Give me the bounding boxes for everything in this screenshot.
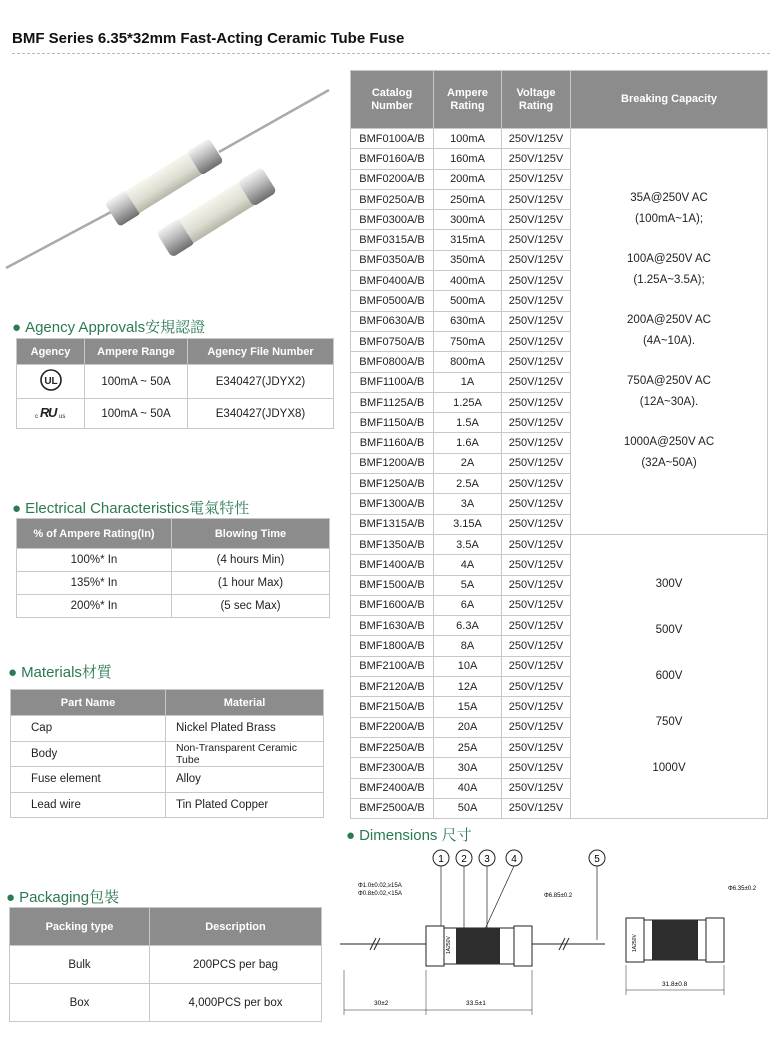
table-cell: 400mA: [434, 271, 502, 291]
materials-col-header: Material: [166, 690, 324, 716]
table-cell: BMF0500A/B: [351, 291, 434, 311]
table-cell: 8A: [434, 636, 502, 656]
svg-text:c: c: [34, 414, 38, 420]
breaking-capacity-line: (32A~50A): [641, 457, 697, 470]
table-cell: 50A: [434, 798, 502, 818]
table-cell: BMF2400A/B: [351, 778, 434, 798]
table-cell: BMF2100A/B: [351, 656, 434, 676]
table-cell: 250V/125V: [502, 778, 571, 798]
table-row: Bulk 200PCS per bag: [10, 946, 322, 984]
materials-heading: ● Materials材質: [8, 664, 112, 681]
table-cell: 1.25A: [434, 392, 502, 412]
catalog-col-header: Catalog Number: [351, 71, 434, 129]
table-cell: 250V/125V: [502, 189, 571, 209]
table-cell: 250V/125V: [502, 129, 571, 149]
breaking-capacity-cell: [571, 129, 768, 535]
svg-text:us: us: [58, 414, 65, 420]
callout-3: [479, 850, 495, 866]
table-cell: BMF1100A/B: [351, 372, 434, 392]
table-cell: 250V/125V: [502, 250, 571, 270]
materials-col-header: Part Name: [11, 690, 166, 716]
breaking-capacity-line: (1.25A~3.5A);: [633, 274, 705, 287]
catalog-col-header: Breaking Capacity: [571, 71, 768, 129]
agency-heading: ● Agency Approvals安規認證: [12, 319, 206, 336]
table-row: 100%* In (4 hours Min): [17, 549, 330, 572]
table-cell: BMF0400A/B: [351, 271, 434, 291]
electrical-col-header: % of Ampere Rating(In): [17, 519, 172, 549]
table-cell: BMF1600A/B: [351, 595, 434, 615]
table-cell: BMF0100A/B: [351, 129, 434, 149]
table-cell: 1.5A: [434, 413, 502, 433]
table-cell: 250V/125V: [502, 494, 571, 514]
table-cell: 800mA: [434, 352, 502, 372]
curus-logo: [17, 399, 85, 429]
callout-2: [456, 850, 472, 866]
table-cell: 40A: [434, 778, 502, 798]
table-cell: 250V/125V: [502, 210, 571, 230]
voltage-list-cell: [571, 534, 768, 818]
table-cell: 250V/125V: [502, 534, 571, 554]
table-row: 200%* In (5 sec Max): [17, 595, 330, 618]
table-cell: 250V/125V: [502, 311, 571, 331]
voltage-line: 500V: [655, 624, 683, 637]
table-row: UL 100mA ~ 50A E340427(JDYX2): [17, 365, 334, 399]
callout-4: [506, 850, 522, 866]
electrical-col-header: Blowing Time: [172, 519, 330, 549]
table-cell: 315mA: [434, 230, 502, 250]
table-row: [351, 129, 768, 149]
svg-text:Φ1.0±0.02,≥15A: Φ1.0±0.02,≥15A: [358, 883, 402, 889]
table-row: Body Non-Transparent Ceramic Tube: [11, 741, 324, 767]
table-cell: 3.15A: [434, 514, 502, 534]
catalog-table: [350, 70, 768, 819]
table-cell: 250V/125V: [502, 331, 571, 351]
svg-text:1A250V: 1A250V: [632, 934, 638, 952]
curus-mark-icon: [34, 403, 68, 421]
breaking-capacity-line: (4A~10A).: [642, 335, 696, 348]
table-cell: 3A: [434, 494, 502, 514]
table-cell: BMF0350A/B: [351, 250, 434, 270]
table-cell: 300mA: [434, 210, 502, 230]
table-cell: 250V/125V: [502, 453, 571, 473]
svg-text:5: 5: [594, 854, 600, 865]
table-cell: BMF0750A/B: [351, 331, 434, 351]
catalog-col-header: Ampere Rating: [434, 71, 502, 129]
table-cell: 12A: [434, 677, 502, 697]
table-cell: BMF0300A/B: [351, 210, 434, 230]
packaging-table: [9, 907, 322, 1022]
table-cell: 6.3A: [434, 616, 502, 636]
table-cell: 250V/125V: [502, 514, 571, 534]
table-cell: 250V/125V: [502, 737, 571, 757]
svg-text:UL: UL: [43, 376, 58, 387]
svg-text:30±2: 30±2: [374, 1000, 389, 1007]
table-cell: BMF2120A/B: [351, 677, 434, 697]
table-cell: BMF1315A/B: [351, 514, 434, 534]
agency-table: [16, 338, 334, 429]
ul-logo: [17, 365, 85, 399]
table-cell: 250V/125V: [502, 169, 571, 189]
table-cell: BMF1400A/B: [351, 555, 434, 575]
packaging-heading: ● Packaging包裝: [6, 889, 120, 906]
svg-text:33.5±1: 33.5±1: [466, 1000, 486, 1007]
breaking-capacity-line: (12A~30A).: [639, 396, 699, 409]
table-cell: 250V/125V: [502, 392, 571, 412]
table-cell: BMF2250A/B: [351, 737, 434, 757]
table-cell: BMF1200A/B: [351, 453, 434, 473]
table-cell: BMF1800A/B: [351, 636, 434, 656]
table-cell: 160mA: [434, 149, 502, 169]
table-cell: 250V/125V: [502, 595, 571, 615]
svg-text:1A250V: 1A250V: [446, 936, 452, 954]
table-cell: 1A: [434, 372, 502, 392]
table-cell: 250V/125V: [502, 798, 571, 818]
breaking-capacity-line: 200A@250V AC: [627, 314, 711, 327]
table-cell: BMF1300A/B: [351, 494, 434, 514]
table-cell: BMF1150A/B: [351, 413, 434, 433]
table-cell: BMF1500A/B: [351, 575, 434, 595]
table-cell: BMF0160A/B: [351, 149, 434, 169]
breaking-capacity-line: 100A@250V AC: [627, 253, 711, 266]
table-cell: 250V/125V: [502, 271, 571, 291]
table-cell: 250V/125V: [502, 291, 571, 311]
table-row: c R U us 100mA ~ 50A E340427(JDYX8): [17, 399, 334, 429]
table-cell: BMF1350A/B: [351, 534, 434, 554]
table-cell: 20A: [434, 717, 502, 737]
table-cell: BMF1630A/B: [351, 616, 434, 636]
table-cell: 250V/125V: [502, 555, 571, 575]
table-cell: BMF0630A/B: [351, 311, 434, 331]
agency-col-header: Agency: [17, 339, 85, 365]
table-cell: 30A: [434, 758, 502, 778]
table-cell: 250V/125V: [502, 433, 571, 453]
dimensions-heading: ● Dimensions 尺寸: [346, 827, 472, 844]
voltage-line: 750V: [655, 716, 683, 729]
table-cell: 250V/125V: [502, 758, 571, 778]
table-cell: BMF0800A/B: [351, 352, 434, 372]
table-cell: 250V/125V: [502, 230, 571, 250]
table-cell: 750mA: [434, 331, 502, 351]
materials-table: [10, 689, 324, 818]
table-row: Box 4,000PCS per box: [10, 984, 322, 1022]
table-cell: 200mA: [434, 169, 502, 189]
svg-text:4: 4: [511, 854, 517, 865]
table-cell: 500mA: [434, 291, 502, 311]
table-cell: 250V/125V: [502, 352, 571, 372]
table-cell: BMF1160A/B: [351, 433, 434, 453]
table-cell: 1.6A: [434, 433, 502, 453]
svg-text:Φ6.85±0.2: Φ6.85±0.2: [544, 893, 573, 899]
svg-text:1: 1: [438, 854, 444, 865]
title-divider: [12, 53, 770, 54]
packaging-col-header: Description: [150, 908, 322, 946]
packaging-col-header: Packing type: [10, 908, 150, 946]
table-cell: 350mA: [434, 250, 502, 270]
table-cell: BMF1250A/B: [351, 474, 434, 494]
table-cell: 250V/125V: [502, 413, 571, 433]
svg-text:31.8±0.8: 31.8±0.8: [662, 981, 688, 988]
table-cell: 250V/125V: [502, 697, 571, 717]
ul-mark-icon: [39, 368, 63, 392]
table-cell: 250V/125V: [502, 717, 571, 737]
svg-text:Φ0.8±0.02,<15A: Φ0.8±0.02,<15A: [358, 891, 402, 897]
breaking-capacity-line: (100mA~1A);: [634, 213, 704, 226]
table-cell: 100mA: [434, 129, 502, 149]
table-cell: 4A: [434, 555, 502, 575]
table-row: [351, 534, 768, 554]
svg-text:2: 2: [461, 854, 467, 865]
table-cell: BMF0200A/B: [351, 169, 434, 189]
table-cell: 250V/125V: [502, 372, 571, 392]
table-cell: 250V/125V: [502, 656, 571, 676]
table-row: 135%* In (1 hour Max): [17, 572, 330, 595]
agency-col-header: Agency File Number: [188, 339, 334, 365]
svg-text:3: 3: [484, 854, 490, 865]
breaking-capacity-line: 1000A@250V AC: [623, 436, 715, 449]
fuse-photo: [4, 80, 334, 280]
table-cell: BMF2500A/B: [351, 798, 434, 818]
table-cell: BMF2300A/B: [351, 758, 434, 778]
table-row: Lead wire Tin Plated Copper: [11, 792, 324, 818]
table-cell: 250V/125V: [502, 677, 571, 697]
callout-5: [589, 850, 605, 866]
table-cell: 250mA: [434, 189, 502, 209]
table-cell: 10A: [434, 656, 502, 676]
svg-text:Φ6.35±0.2: Φ6.35±0.2: [728, 886, 757, 892]
table-cell: 5A: [434, 575, 502, 595]
voltage-line: 1000V: [652, 762, 686, 775]
table-cell: 2A: [434, 453, 502, 473]
table-cell: 250V/125V: [502, 616, 571, 636]
dimension-drawing: [340, 840, 780, 1040]
table-cell: BMF2150A/B: [351, 697, 434, 717]
svg-text:R: R: [39, 405, 49, 420]
table-cell: BMF0315A/B: [351, 230, 434, 250]
voltage-line: 300V: [655, 578, 683, 591]
table-cell: 6A: [434, 595, 502, 615]
table-cell: 2.5A: [434, 474, 502, 494]
electrical-heading: ● Electrical Characteristics電氣特性: [12, 500, 250, 517]
breaking-capacity-line: 35A@250V AC: [630, 192, 708, 205]
page-title: BMF Series 6.35*32mm Fast-Acting Ceramic Tube Fuse: [12, 30, 405, 47]
table-cell: BMF0250A/B: [351, 189, 434, 209]
table-cell: 250V/125V: [502, 636, 571, 656]
catalog-col-header: Voltage Rating: [502, 71, 571, 129]
table-cell: 630mA: [434, 311, 502, 331]
table-cell: 15A: [434, 697, 502, 717]
table-cell: BMF1125A/B: [351, 392, 434, 412]
callout-1: [433, 850, 449, 866]
table-cell: 250V/125V: [502, 149, 571, 169]
table-cell: BMF2200A/B: [351, 717, 434, 737]
agency-col-header: Ampere Range: [85, 339, 188, 365]
table-cell: 250V/125V: [502, 474, 571, 494]
svg-text:U: U: [47, 405, 57, 420]
table-cell: 250V/125V: [502, 575, 571, 595]
breaking-capacity-line: 750A@250V AC: [627, 375, 711, 388]
table-row: Cap Nickel Plated Brass: [11, 716, 324, 742]
voltage-line: 600V: [655, 670, 683, 683]
electrical-table: [16, 518, 330, 618]
table-row: Fuse element Alloy: [11, 767, 324, 793]
table-cell: 25A: [434, 737, 502, 757]
table-cell: 3.5A: [434, 534, 502, 554]
